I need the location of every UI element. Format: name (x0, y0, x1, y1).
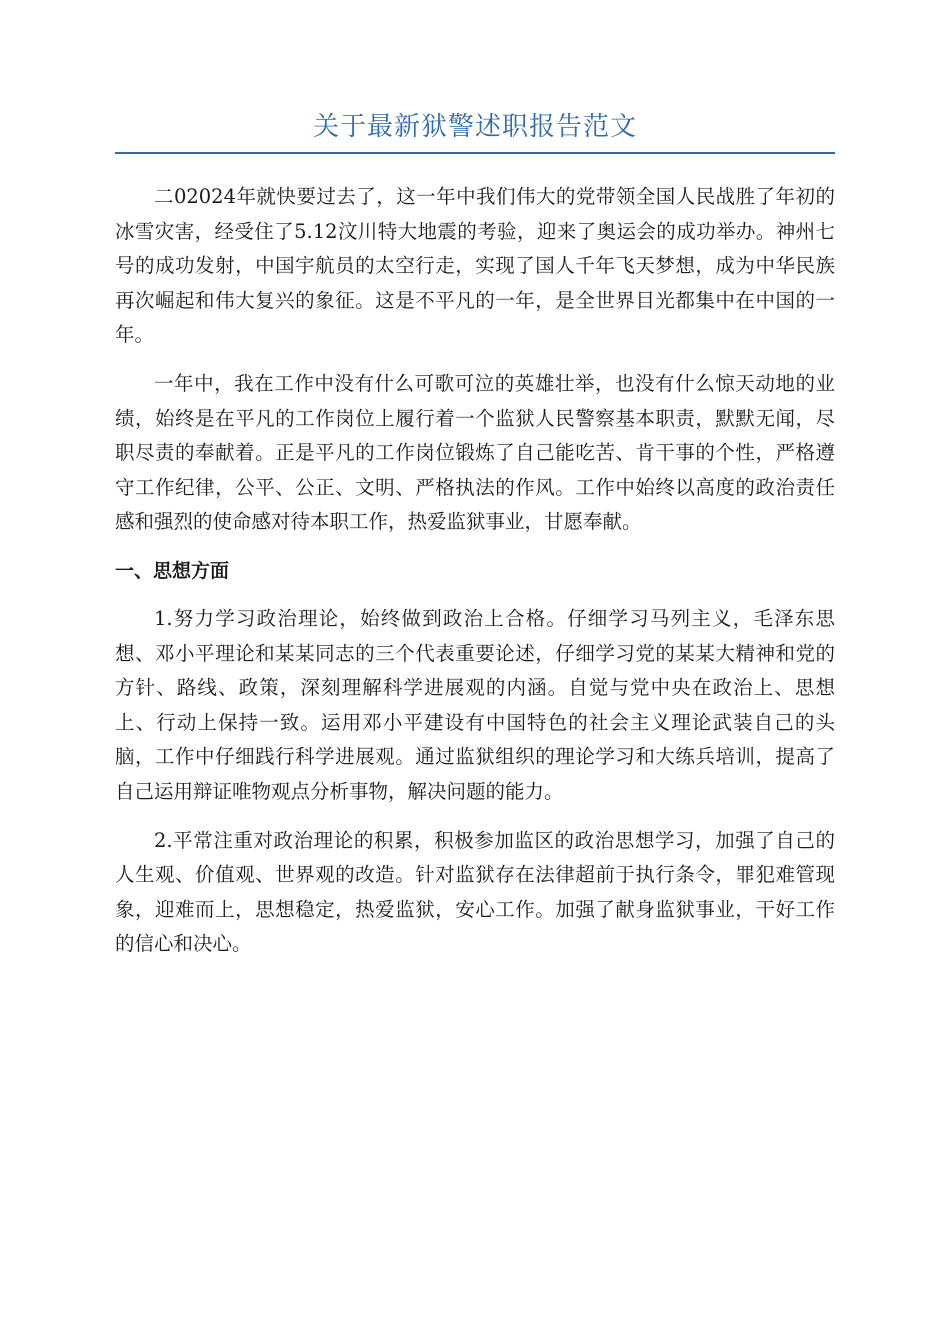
document-page (115, 106, 835, 976)
document-title: 关于最新狱警述职报告范文 (312, 112, 637, 142)
section-1-paragraph-1: 1.努力学习政治理论，始终做到政治上合格。仔细学习马列主义，毛泽东思想、邓小平理论和某某同志的三个代表重要论述，仔细学习党的某某大精神和党的方针、路线、政策，深刻理解科学进展观的内涵。自觉与党中央在政治上、思想上、行动上保持一致。运用邓小平建设有中国特色的社会主义理论武装自己的头脑，工作中仔细践行科学进展观。通过监狱组织的理论学习和大练兵培训，提高了自己运用辩证唯物观点分析事物，解决问题的能力。 (115, 606, 835, 803)
section-1-paragraph-2: 2.平常注重对政治理论的积累，积极参加监区的政治思想学习，加强了自己的人生观、价值观、世界观的改造。针对监狱存在法律超前于执行条令，罪犯难管现象，迎难而上，思想稳定，热爱监狱，安心工作。加强了献身监狱事业，干好工作的信心和决心。 (115, 828, 835, 956)
title-underline (115, 152, 835, 154)
section-heading-thought: 一、思想方面 (115, 559, 230, 582)
intro-paragraph-1: 二02024年就快要过去了，这一年中我们伟大的党带领全国人民战胜了年初的冰雪灾害，经受住了5.12汶川特大地震的考验，迎来了奥运会的成功举办。神州七号的成功发射，中国宇航员的太空行走，实现了国人千年飞天梦想，成为中华民族再次崛起和伟大复兴的象征。这是不平凡的一年，是全世界目光都集中在中国的一年。 (115, 185, 835, 347)
document-body (115, 180, 835, 962)
intro-paragraph-2: 一年中，我在工作中没有什么可歌可泣的英雄壮举，也没有什么惊天动地的业绩，始终是在平凡的工作岗位上履行着一个监狱人民警察基本职责，默默无闻，尽职尽责的奉献着。正是平凡的工作岗位锻炼了自己能吃苦、肯干事的个性，严格遵守工作纪律，公平、公正、文明、严格执法的作风。工作中始终以高度的政治责任感和强烈的使命感对待本职工作，热爱监狱事业，甘愿奉献。 (115, 371, 835, 534)
